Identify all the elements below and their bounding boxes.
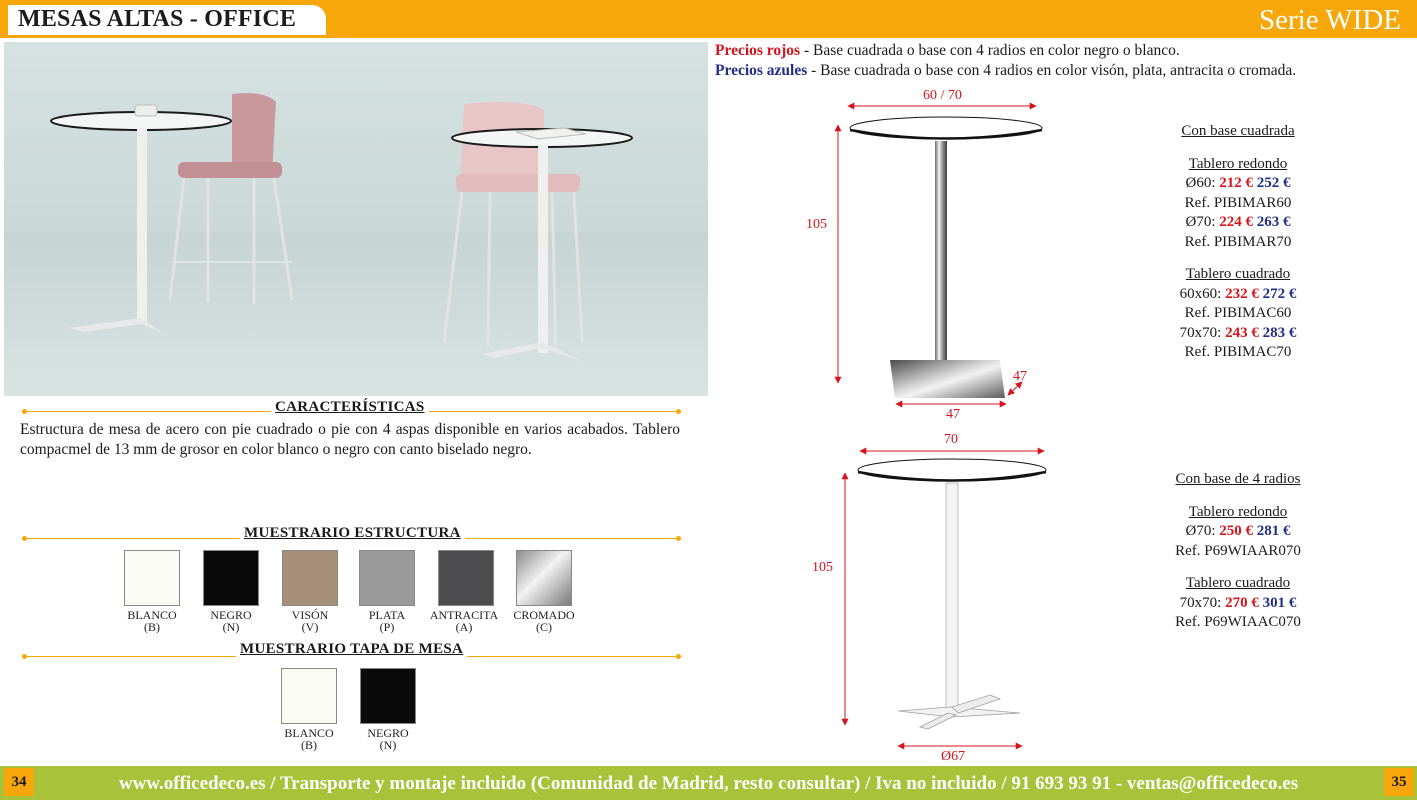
features-text: Estructura de mesa de acero con pie cuadrado o pie con 4 aspas disponible en varios acabados. Tablero compacmel de 13 mm de grosor en color blanco o negro con canto biselado negro. <box>20 421 680 458</box>
footer-contact: www.officedeco.es / Transporte y montaje incluido (Comunidad de Madrid, resto consultar) / Iva no incluido / 91 693 93 91 - ventas@officedeco.es <box>118 773 1299 794</box>
swatch-label: ANTRACITA (A) <box>429 608 499 634</box>
rule-dot <box>22 654 27 659</box>
round-top-title: Tablero redondo <box>1188 503 1288 520</box>
dim-top-width: 70 <box>944 432 958 447</box>
price-row: 60x60: 232 € 272 € <box>1179 285 1297 302</box>
product-photo <box>4 42 708 396</box>
rule-dot <box>22 409 27 414</box>
swatch-label: BLANCO (B) <box>284 726 334 752</box>
swatch-label: BLANCO (B) <box>127 608 177 634</box>
series-name: Serie WIDE <box>1259 4 1401 36</box>
rule-dot <box>676 536 681 541</box>
swatch-vison <box>282 550 338 606</box>
swatch-cromado <box>516 550 572 606</box>
top-samples-title: MUESTRARIO TAPA DE MESA <box>236 641 467 658</box>
price-row: Ø70: 250 € 281 € <box>1185 523 1291 539</box>
rule-dot <box>676 409 681 414</box>
swatch-label: NEGRO (N) <box>210 608 252 634</box>
reference: Ref. PIBIMAR70 <box>1184 233 1292 250</box>
page-number-left: 34 <box>4 768 34 796</box>
page-number-right: 35 <box>1384 768 1414 796</box>
dim-base-diameter: Ø67 <box>941 749 966 764</box>
dim-base-depth: 47 <box>1013 369 1027 384</box>
technical-drawings <box>800 95 1060 765</box>
dim-top-width: 60 / 70 <box>923 88 962 103</box>
dim-base-width: 47 <box>946 407 960 422</box>
swatch-antracita <box>438 550 494 606</box>
swatch-label: NEGRO (N) <box>367 726 409 752</box>
swatch-top-negro <box>360 668 416 724</box>
structure-samples-title: MUESTRARIO ESTRUCTURA <box>240 525 465 542</box>
price-row: Ø60: 212 € 252 € <box>1185 175 1291 191</box>
swatch-label: PLATA (P) <box>368 608 406 634</box>
dim-height: 105 <box>812 560 833 575</box>
price-row: Ø70: 224 € 263 € <box>1185 214 1291 230</box>
swatch-plata <box>359 550 415 606</box>
swatch-label: VISÓN (V) <box>291 608 329 634</box>
section-heading: Con base de 4 radios <box>1175 471 1301 487</box>
swatch-top-blanco <box>281 668 337 724</box>
rule-dot <box>22 536 27 541</box>
reference: Ref. PIBIMAC70 <box>1184 344 1292 360</box>
legend-red: Precios rojos - Base cuadrada o base con 4 radios en color negro o blanco. <box>715 42 1180 59</box>
section-heading: Con base cuadrada <box>1181 123 1295 139</box>
reference: Ref. P69WIAAR070 <box>1175 542 1301 559</box>
reference: Ref. PIBIMAC60 <box>1184 305 1292 321</box>
features-title: CARACTERÍSTICAS <box>271 399 429 416</box>
legend-blue: Precios azules - Base cuadrada o base con 4 radios en color visón, plata, antracita o cromada. <box>715 62 1297 79</box>
dim-height: 105 <box>806 217 827 232</box>
swatch-negro <box>203 550 259 606</box>
round-top-title: Tablero redondo <box>1188 155 1288 172</box>
square-base-prices <box>1138 122 1338 363</box>
rule-dot <box>676 654 681 659</box>
page-title: MESAS ALTAS - OFFICE <box>18 6 297 32</box>
price-row: 70x70: 270 € 301 € <box>1179 594 1297 611</box>
radial-base-prices <box>1138 470 1338 633</box>
price-row: 70x70: 243 € 283 € <box>1179 324 1297 341</box>
reference: Ref. PIBIMAR60 <box>1184 194 1292 211</box>
reference: Ref. P69WIAAC070 <box>1175 614 1301 630</box>
square-top-title: Tablero cuadrado <box>1185 575 1291 591</box>
swatch-blanco <box>124 550 180 606</box>
swatch-label: CROMADO (C) <box>513 608 575 634</box>
square-top-title: Tablero cuadrado <box>1185 266 1291 282</box>
